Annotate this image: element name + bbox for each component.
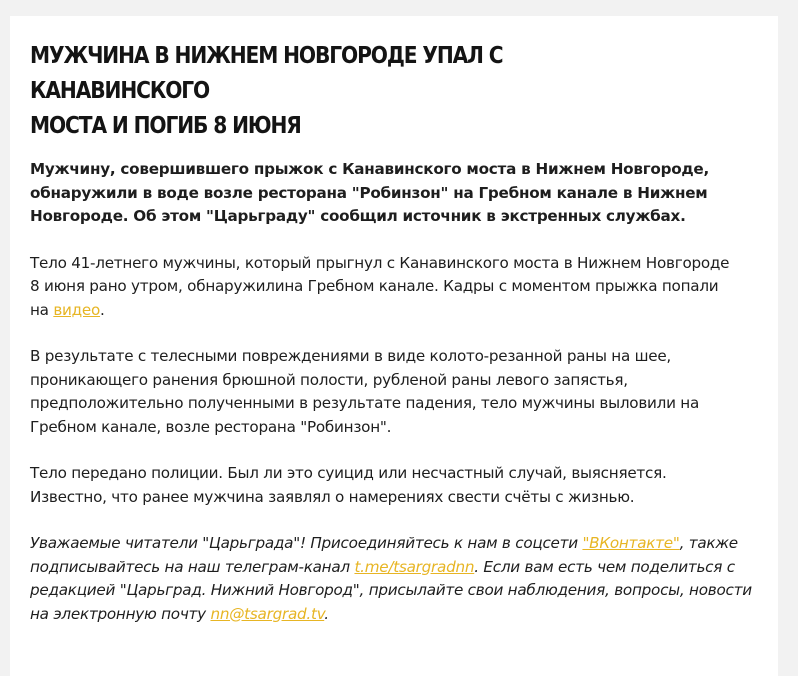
paragraph-line: В результате с телесными повреждениями в виде колото-резанной раны на шее, [30,347,671,365]
telegram-link[interactable]: t.me/tsargradnn [354,557,475,576]
note-text: . Если вам есть чем поделиться с [474,557,735,576]
paragraph-line: проникающего ранения брюшной полости, рубленой раны левого запястья, [30,370,628,389]
note-text: на электронную почту [30,604,211,623]
note-text: редакцией "Царьград. Нижний Новгород", присылайте свои наблюдения, вопросы, новости [30,581,752,599]
note-text: , также [679,534,738,552]
readers-note [30,532,758,626]
email-link[interactable]: nn@tsargrad.tv [210,604,325,623]
note-text: . [324,604,329,623]
paragraph-line: предположительно полученными в результате падения, тело мужчины выловили на [30,394,700,412]
note-text: подписывайтесь на наш телеграм-канал [30,557,355,576]
paragraph-line: 8 июня рано утром, обнаружилина Гребном канале. Кадры с моментом прыжка попали [30,277,719,295]
lead-line: Новгороде. Об этом "Царьграду" сообщил источник в экстренных службах. [30,207,686,225]
lead-line: обнаружили в воде возле ресторана "Робинзон" на Гребном канале в Нижнем [30,183,708,202]
article-lead [30,158,758,229]
video-link[interactable]: видео [53,300,101,319]
article-title [30,38,649,143]
paragraph-2 [30,345,758,439]
paragraph-text: на [30,300,54,319]
note-text: Уважаемые читатели "Царьграда"! Присоединяйтесь к нам в соцсети [30,534,583,552]
paragraph-line: Тело передано полиции. Был ли это суицид или несчастный случай, выясняется. [30,464,667,482]
lead-line: Мужчину, совершившего прыжок с Канавинского моста в Нижнем Новгороде, [30,160,709,178]
paragraph-line: Известно, что ранее мужчина заявлял о намерениях свести счёты с жизнью. [30,487,635,506]
paragraph-line: Тело 41-летнего мужчины, который прыгнул с Канавинского моста в Нижнем Новгороде [30,253,730,272]
paragraph-1 [30,252,758,323]
article-title-line: МУЖЧИНА В НИЖНЕМ НОВГОРОДЕ УПАЛ С КАНАВИНСКОГО [30,41,503,104]
article-card [10,16,778,676]
paragraph-text: . [100,300,105,319]
article-title-line: МОСТА И ПОГИБ 8 ИЮНЯ [30,111,301,139]
vkontakte-link[interactable]: "ВКонтакте" [582,534,680,552]
paragraph-line: Гребном канале, возле ресторана "Робинзон". [30,417,392,436]
paragraph-3 [30,462,758,509]
article-body [30,158,758,626]
